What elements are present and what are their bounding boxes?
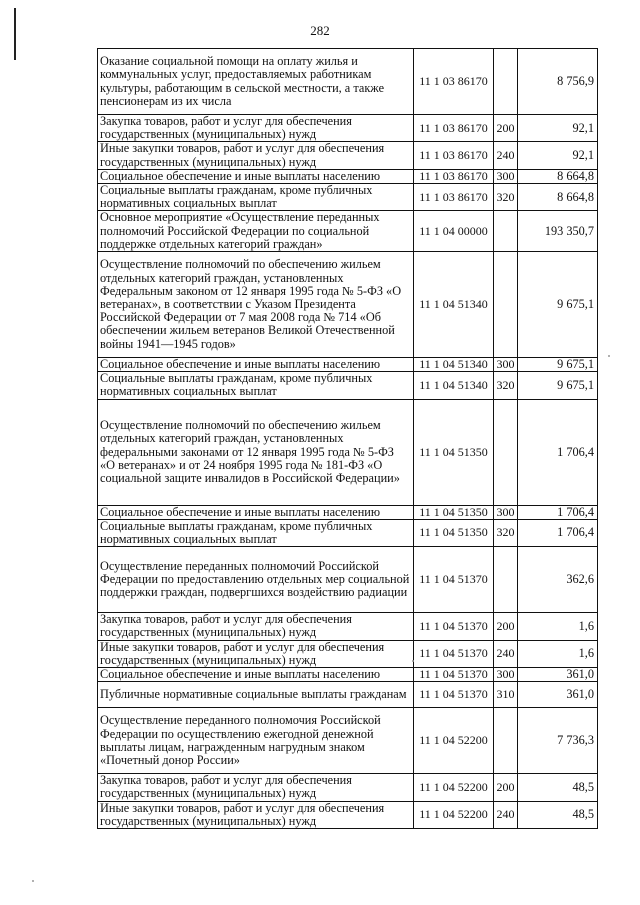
row-sum: 1,6 <box>518 640 598 667</box>
row-type: 200 <box>494 613 518 640</box>
scan-speck <box>412 660 414 662</box>
row-type: 320 <box>494 184 518 211</box>
row-sum: 193 350,7 <box>518 211 598 252</box>
row-code: 11 1 04 52200 <box>414 708 494 774</box>
row-type <box>494 252 518 358</box>
table-row <box>98 358 598 372</box>
row-type <box>494 547 518 613</box>
row-sum: 9 675,1 <box>518 358 598 372</box>
row-name: Социальные выплаты гражданам, кроме публичных нормативных социальных выплат <box>98 184 414 211</box>
table-row <box>98 49 598 115</box>
table-row <box>98 682 598 708</box>
row-sum: 92,1 <box>518 115 598 142</box>
row-sum: 1,6 <box>518 613 598 640</box>
row-type: 300 <box>494 505 518 519</box>
row-type <box>494 49 518 115</box>
row-type <box>494 708 518 774</box>
table-row <box>98 801 598 828</box>
table-row <box>98 708 598 774</box>
row-name: Закупка товаров, работ и услуг для обеспечения государственных (муниципальных) нужд <box>98 115 414 142</box>
row-code: 11 1 03 86170 <box>414 49 494 115</box>
row-type: 200 <box>494 115 518 142</box>
row-name: Иные закупки товаров, работ и услуг для обеспечения государственных (муниципальных) нужд <box>98 142 414 169</box>
row-name: Публичные нормативные социальные выплаты гражданам <box>98 682 414 708</box>
row-code: 11 1 03 86170 <box>414 115 494 142</box>
table-row <box>98 372 598 399</box>
row-code: 11 1 04 51370 <box>414 547 494 613</box>
budget-table <box>97 48 598 829</box>
row-code: 11 1 04 52200 <box>414 774 494 801</box>
row-type: 240 <box>494 142 518 169</box>
row-type <box>494 211 518 252</box>
row-sum: 362,6 <box>518 547 598 613</box>
table-row <box>98 505 598 519</box>
row-code: 11 1 04 51370 <box>414 613 494 640</box>
row-code: 11 1 04 51350 <box>414 519 494 546</box>
table-row <box>98 169 598 183</box>
row-name: Социальные выплаты гражданам, кроме публичных нормативных социальных выплат <box>98 519 414 546</box>
row-name: Иные закупки товаров, работ и услуг для обеспечения государственных (муниципальных) нужд <box>98 801 414 828</box>
row-code: 11 1 04 51370 <box>414 668 494 682</box>
row-name: Осуществление полномочий по обеспечению жильем отдельных категорий граждан, установленных Федеральным законом от 12 января 1995 года № 5-ФЗ «О ветеранах», в соответствии с Указом Президента Российской Федерации от 7 мая 2008 года № 714 «Об обеспечении жильем ветеранов Великой Отечественной войны 1941—1945 годов» <box>98 252 414 358</box>
row-code: 11 1 04 51340 <box>414 358 494 372</box>
row-sum: 48,5 <box>518 774 598 801</box>
row-code: 11 1 04 51370 <box>414 640 494 667</box>
row-sum: 361,0 <box>518 668 598 682</box>
table-body <box>98 49 598 829</box>
table-row <box>98 640 598 667</box>
row-type: 310 <box>494 682 518 708</box>
table-row <box>98 774 598 801</box>
row-sum: 1 706,4 <box>518 399 598 505</box>
row-sum: 48,5 <box>518 801 598 828</box>
table-row <box>98 547 598 613</box>
row-sum: 9 675,1 <box>518 372 598 399</box>
row-type: 300 <box>494 358 518 372</box>
row-code: 11 1 04 51350 <box>414 505 494 519</box>
row-sum: 8 664,8 <box>518 184 598 211</box>
row-code: 11 1 03 86170 <box>414 169 494 183</box>
row-sum: 361,0 <box>518 682 598 708</box>
row-sum: 9 675,1 <box>518 252 598 358</box>
row-type: 240 <box>494 801 518 828</box>
row-name: Иные закупки товаров, работ и услуг для обеспечения государственных (муниципальных) нужд <box>98 640 414 667</box>
row-sum: 92,1 <box>518 142 598 169</box>
row-type: 300 <box>494 668 518 682</box>
row-sum: 8 756,9 <box>518 49 598 115</box>
row-code: 11 1 04 00000 <box>414 211 494 252</box>
table-row <box>98 211 598 252</box>
table-row <box>98 399 598 505</box>
table-row <box>98 519 598 546</box>
row-code: 11 1 04 51350 <box>414 399 494 505</box>
table-row <box>98 613 598 640</box>
row-code: 11 1 04 52200 <box>414 801 494 828</box>
row-sum: 1 706,4 <box>518 505 598 519</box>
row-type: 240 <box>494 640 518 667</box>
row-code: 11 1 03 86170 <box>414 142 494 169</box>
scan-speck <box>32 880 34 882</box>
row-name: Оказание социальной помощи на оплату жилья и коммунальных услуг, предоставляемых работникам культуры, работающим в сельской местности, а также пенсионерам из их числа <box>98 49 414 115</box>
row-sum: 1 706,4 <box>518 519 598 546</box>
row-name: Осуществление переданного полномочия Российской Федерации по осуществлению ежегодной денежной выплаты лицам, награжденным нагрудным знаком «Почетный донор России» <box>98 708 414 774</box>
table-row <box>98 252 598 358</box>
row-sum: 7 736,3 <box>518 708 598 774</box>
row-type: 320 <box>494 372 518 399</box>
table-row <box>98 184 598 211</box>
row-code: 11 1 04 51370 <box>414 682 494 708</box>
table-row <box>98 668 598 682</box>
row-name: Осуществление полномочий по обеспечению жильем отдельных категорий граждан, установленных федеральными законами от 12 января 1995 года № 5-ФЗ «О ветеранах» и от 24 ноября 1995 года № 181-ФЗ «О социальной защите инвалидов в Российской Федерации» <box>98 399 414 505</box>
row-code: 11 1 04 51340 <box>414 252 494 358</box>
row-code: 11 1 04 51340 <box>414 372 494 399</box>
table-row <box>98 115 598 142</box>
row-type <box>494 399 518 505</box>
row-sum: 8 664,8 <box>518 169 598 183</box>
row-name: Закупка товаров, работ и услуг для обеспечения государственных (муниципальных) нужд <box>98 774 414 801</box>
row-type: 320 <box>494 519 518 546</box>
scan-speck <box>608 355 610 357</box>
row-type: 200 <box>494 774 518 801</box>
table-row <box>98 142 598 169</box>
row-name: Социальное обеспечение и иные выплаты населению <box>98 668 414 682</box>
row-type: 300 <box>494 169 518 183</box>
row-name: Осуществление переданных полномочий Российской Федерации по предоставлению отдельных мер социальной поддержки граждан, подвергшихся воздействию радиации <box>98 547 414 613</box>
row-name: Социальное обеспечение и иные выплаты населению <box>98 505 414 519</box>
page-number: 282 <box>310 23 330 38</box>
row-name: Социальное обеспечение и иные выплаты населению <box>98 169 414 183</box>
row-code: 11 1 03 86170 <box>414 184 494 211</box>
row-name: Социальные выплаты гражданам, кроме публичных нормативных социальных выплат <box>98 372 414 399</box>
row-name: Основное мероприятие «Осуществление переданных полномочий Российской Федерации по социальной поддержке отдельных категорий граждан» <box>98 211 414 252</box>
row-name: Социальное обеспечение и иные выплаты населению <box>98 358 414 372</box>
row-name: Закупка товаров, работ и услуг для обеспечения государственных (муниципальных) нужд <box>98 613 414 640</box>
